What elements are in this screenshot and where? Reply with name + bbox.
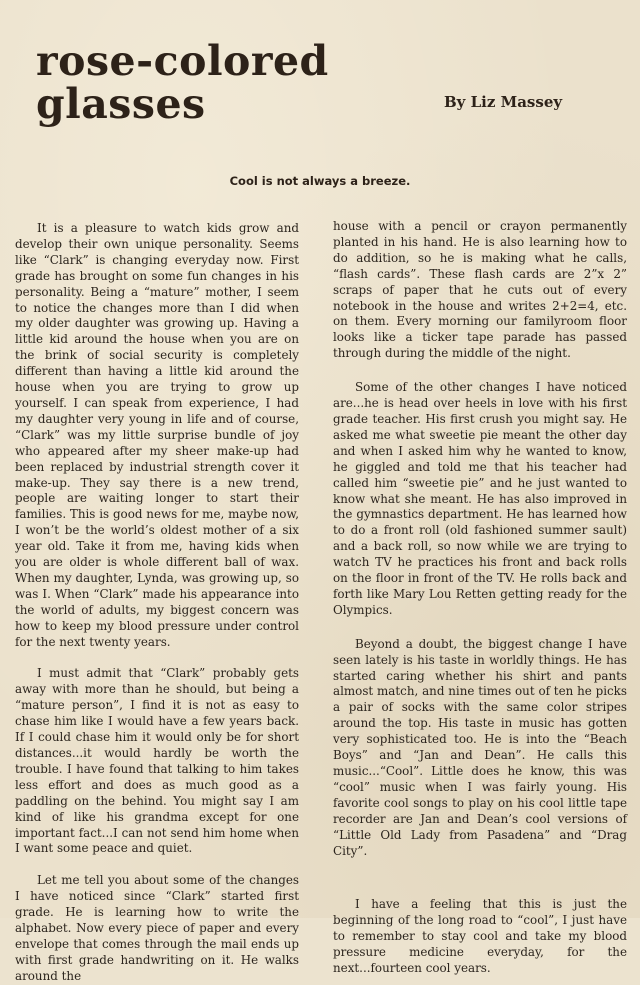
- subheadline: Cool is not always a breeze.: [229, 174, 411, 188]
- left-column: [15, 221, 299, 985]
- paragraph: I have a feeling that this is just the beginning of the long road to “cool”, I just have to remember to stay cool and take my blood pressure medicine everyday, for the next...fourteen cool years.: [333, 897, 627, 976]
- title-line-2: glasses: [36, 80, 206, 128]
- paragraph: It is a pleasure to watch kids grow and develop their own unique personality. Seems like “Clark” is changing everyday now. First grade has brought on some fun changes in his personality. Being a “mature” mother, I seem to notice the changes more than I did when my older daughter was growing up. Having a little kid around the house when you are on the brink of social security is completely different than having a little kid around the house when you are trying to grow up yourself. I can speak from experience, I had my daughter very young in life and of course, “Clark” was my little surprise bundle of joy who appeared after my sheer make-up had been replaced by industrial strength cover it make-up. They say there is a new trend, people are waiting longer to start their families. This is good news for me, maybe now, I won’t be the world’s oldest mother of a six year old. Take it from me, having kids when you are older is whole different ball of wax. When my daughter, Lynda, was growing up, so was I. When “Clark” made his appearance into the world of adults, my biggest concern was how to keep my blood pressure under control for the next twenty years.: [15, 221, 299, 649]
- paragraph: Beyond a doubt, the biggest change I have seen lately is his taste in worldly things. He has started caring whether his shirt and pants almost match, and nine times out of ten he picks a pair of socks with the same color stripes around the top. His taste in music has gotten very sophisticated too. He is into the “Beach Boys” and “Jan and Dean”. He calls this music...“Cool”. Little does he know, this was “cool” music when I was fairly young. His favorite cool songs to play on his cool little tape recorder are Jan and Dean’s cool versions of “Little Old Lady from Pasadena” and “Drag City”.: [333, 636, 627, 858]
- article-title: [36, 37, 329, 128]
- right-column: [333, 219, 627, 977]
- title-line-1: rose-colored: [36, 37, 329, 85]
- byline: By Liz Massey: [444, 93, 563, 111]
- paragraph-continued: house with a pencil or crayon permanently planted in his hand. He is also learning how to do addition, so he is making what he calls, “flash cards”. These flash cards are 2”x 2” scraps of paper that he cuts out of every notebook in the house and writes 2+2=4, etc. on them. Every morning our familyroom floor looks like a ticker tape parade has passed through during the middle of the night.: [333, 219, 627, 361]
- paragraph: I must admit that “Clark” probably gets away with more than he should, but being a “mature person”, I find it is not as easy to chase him like I would have a few years back. If I could chase him it would only be for short distances...it would hardly be worth the trouble. I have found that talking to him takes less effort and does as much good as a paddling on the behind. You might say I am kind of like his grandma except for one important fact...I can not send him home when I want some peace and quiet.: [15, 666, 299, 856]
- paragraph: Some of the other changes I have noticed are...he is head over heels in love with his first grade teacher. His first crush you might say. He asked me what sweetie pie meant the other day and when I asked him why he wanted to know, he giggled and told me that his teacher had called him “sweetie pie” and he just wanted to know what she meant. He has also improved in the gymnastics department. He has learned how to do a front roll (old fashioned summer sault) and a back roll, so now while we are trying to watch TV he practices his front and back rolls on the floor in front of the TV. He rolls back and forth like Mary Lou Retten getting ready for the Olympics.: [333, 380, 627, 617]
- paragraph: Let me tell you about some of the changes I have noticed since “Clark” started first grade. He is learning how to write the alphabet. Now every piece of paper and every envelope that comes through the mail ends up with first grade handwriting on it. He walks around the: [15, 873, 299, 983]
